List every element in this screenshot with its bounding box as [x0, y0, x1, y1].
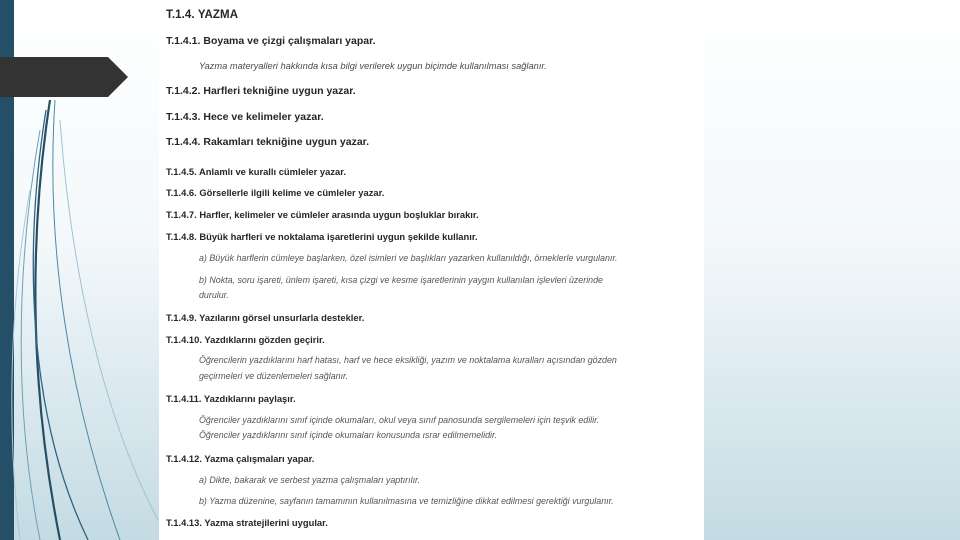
- outcome-note: durulur.: [199, 290, 229, 300]
- outcome-heading: T.1.4.3. Hece ve kelimeler yazar.: [166, 111, 324, 123]
- outcome-note: a) Büyük harflerin cümleye başlarken, özel isimleri ve başlıkları yazarken kullanıldığı, örneklerle vurgulanır.: [199, 253, 618, 263]
- slide-title-tab: [0, 57, 128, 97]
- outcome-note: a) Dikte, bakarak ve serbest yazma çalışmaları yaptırılır.: [199, 475, 421, 485]
- outcome-note: geçirmeleri ve düzenlemeleri sağlanır.: [199, 371, 349, 381]
- outcome-note: Öğrenciler yazdıklarını sınıf içinde okumaları konusunda ısrar edilmemelidir.: [199, 430, 498, 440]
- outcome-heading: T.1.4.13. Yazma stratejilerini uygular.: [166, 517, 328, 528]
- document-page: [159, 0, 704, 540]
- outcome-heading: T.1.4.9. Yazılarını görsel unsurlarla destekler.: [166, 312, 365, 323]
- outcome-note: b) Yazma düzenine, sayfanın tamamının kullanılmasına ve temizliğine dikkat edilmesi gerektiği vurgulanır.: [199, 496, 614, 506]
- outcome-heading: T.1.4.11. Yazdıklarını paylaşır.: [166, 393, 296, 404]
- outcome-heading: T.1.4.7. Harfler, kelimeler ve cümleler arasında uygun boşluklar bırakır.: [166, 209, 479, 220]
- outcome-note: Öğrenciler yazdıklarını sınıf içinde okumaları, okul veya sınıf panosunda sergilemeleri için teşvik edilir.: [199, 415, 600, 425]
- outcome-heading: T.1.4.5. Anlamlı ve kurallı cümleler yazar.: [166, 166, 346, 177]
- outcome-heading: T.1.4.2. Harfleri tekniğine uygun yazar.: [166, 85, 356, 97]
- outcome-heading: T.1.4.10. Yazdıklarını gözden geçirir.: [166, 334, 325, 345]
- outcome-note: Öğrencilerin yazdıklarını harf hatası, harf ve hece eksikliği, yazım ve noktalama kuralları açısından gözden: [199, 355, 617, 365]
- outcome-heading: T.1.4.6. Görsellerle ilgili kelime ve cümleler yazar.: [166, 187, 385, 198]
- outcome-heading: T.1.4.8. Büyük harfleri ve noktalama işaretlerini uygun şekilde kullanır.: [166, 231, 478, 242]
- outcome-note: b) Nokta, soru işareti, ünlem işareti, kısa çizgi ve kesme işaretlerinin yaygın kullanılan işlevleri üzerinde: [199, 275, 603, 285]
- section-title: T.1.4. YAZMA: [166, 9, 239, 21]
- outcome-heading: T.1.4.4. Rakamları tekniğine uygun yazar.: [166, 136, 370, 148]
- outcome-heading: T.1.4.1. Boyama ve çizgi çalışmaları yapar.: [166, 35, 376, 47]
- outcome-heading: T.1.4.12. Yazma çalışmaları yapar.: [166, 453, 315, 464]
- outcome-note: Yazma materyalleri hakkında kısa bilgi verilerek uygun biçimde kullanılması sağlanır.: [199, 61, 547, 71]
